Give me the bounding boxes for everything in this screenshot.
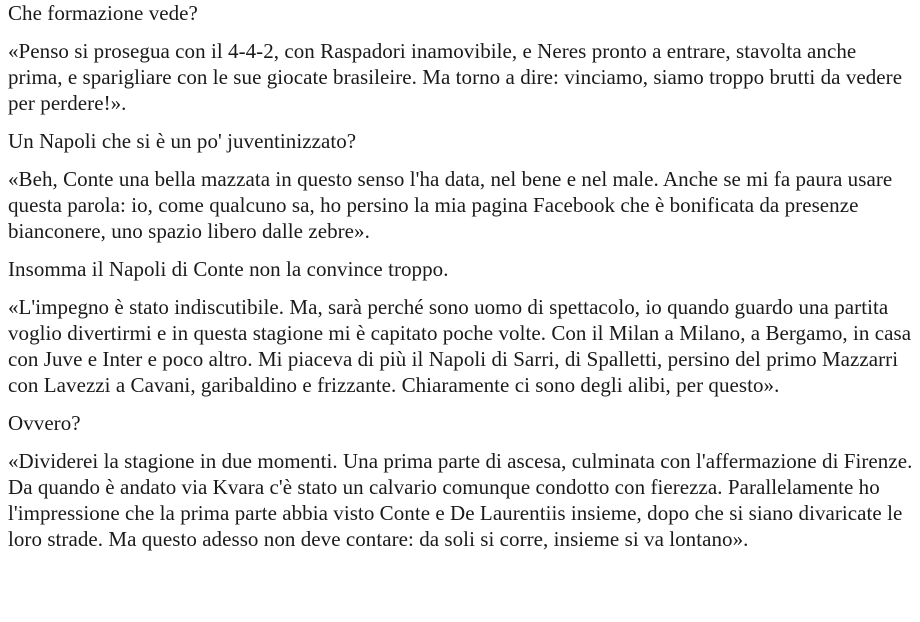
- interview-answer-conte: «L'impegno è stato indiscutibile. Ma, sarà perché sono uomo di spettacolo, io quando guardo una partita voglio divertirmi e in questa stagione mi è capitato poche volte. Con il Milan a Milano, a Bergamo, in casa con Juve e Inter e poco altro. Mi piaceva di più il Napoli di Sarri, di Spalletti, persino del primo Mazzarri con Lavezzi a Cavani, garibaldino e frizzante. Chiaramente ci sono degli alibi, per questo».: [8, 295, 912, 397]
- interview-answer-formation: «Penso si prosegua con il 4-4-2, con Raspadori inamovibile, e Neres pronto a entrare, stavolta anche prima, e sparigliare con le sue giocate brasileire. Ma torno a dire: vinciamo, siamo troppo brutti da vedere per perdere!».: [8, 39, 903, 115]
- article-body: [8, 0, 913, 564]
- interview-question-juventinizzato: Un Napoli che si è un po' juventinizzato?: [8, 129, 357, 153]
- interview-answer-ovvero: «Dividerei la stagione in due momenti. Una prima parte di ascesa, culminata con l'affermazione di Firenze. Da quando è andato via Kvara c'è stato un calvario comunque condotto con fierezza. Parallelamente ho l'impressione che la prima parte abbia visto Conte e De Laurentiis insieme, dopo che si siano divaricate le loro strade. Ma questo adesso non deve contare: da soli si corre, insieme si va lontano».: [8, 449, 913, 551]
- interview-answer-juventinizzato: «Beh, Conte una bella mazzata in questo senso l'ha data, nel bene e nel male. Anche se mi fa paura usare questa parola: io, come qualcuno sa, ho persino la mia pagina Facebook che è bonificata da presenze bianconere, uno spazio libero dalle zebre».: [8, 167, 893, 243]
- interview-question-formation: Che formazione vede?: [8, 1, 198, 25]
- interview-question-conte: Insomma il Napoli di Conte non la convince troppo.: [8, 257, 449, 281]
- interview-question-ovvero: Ovvero?: [8, 411, 81, 435]
